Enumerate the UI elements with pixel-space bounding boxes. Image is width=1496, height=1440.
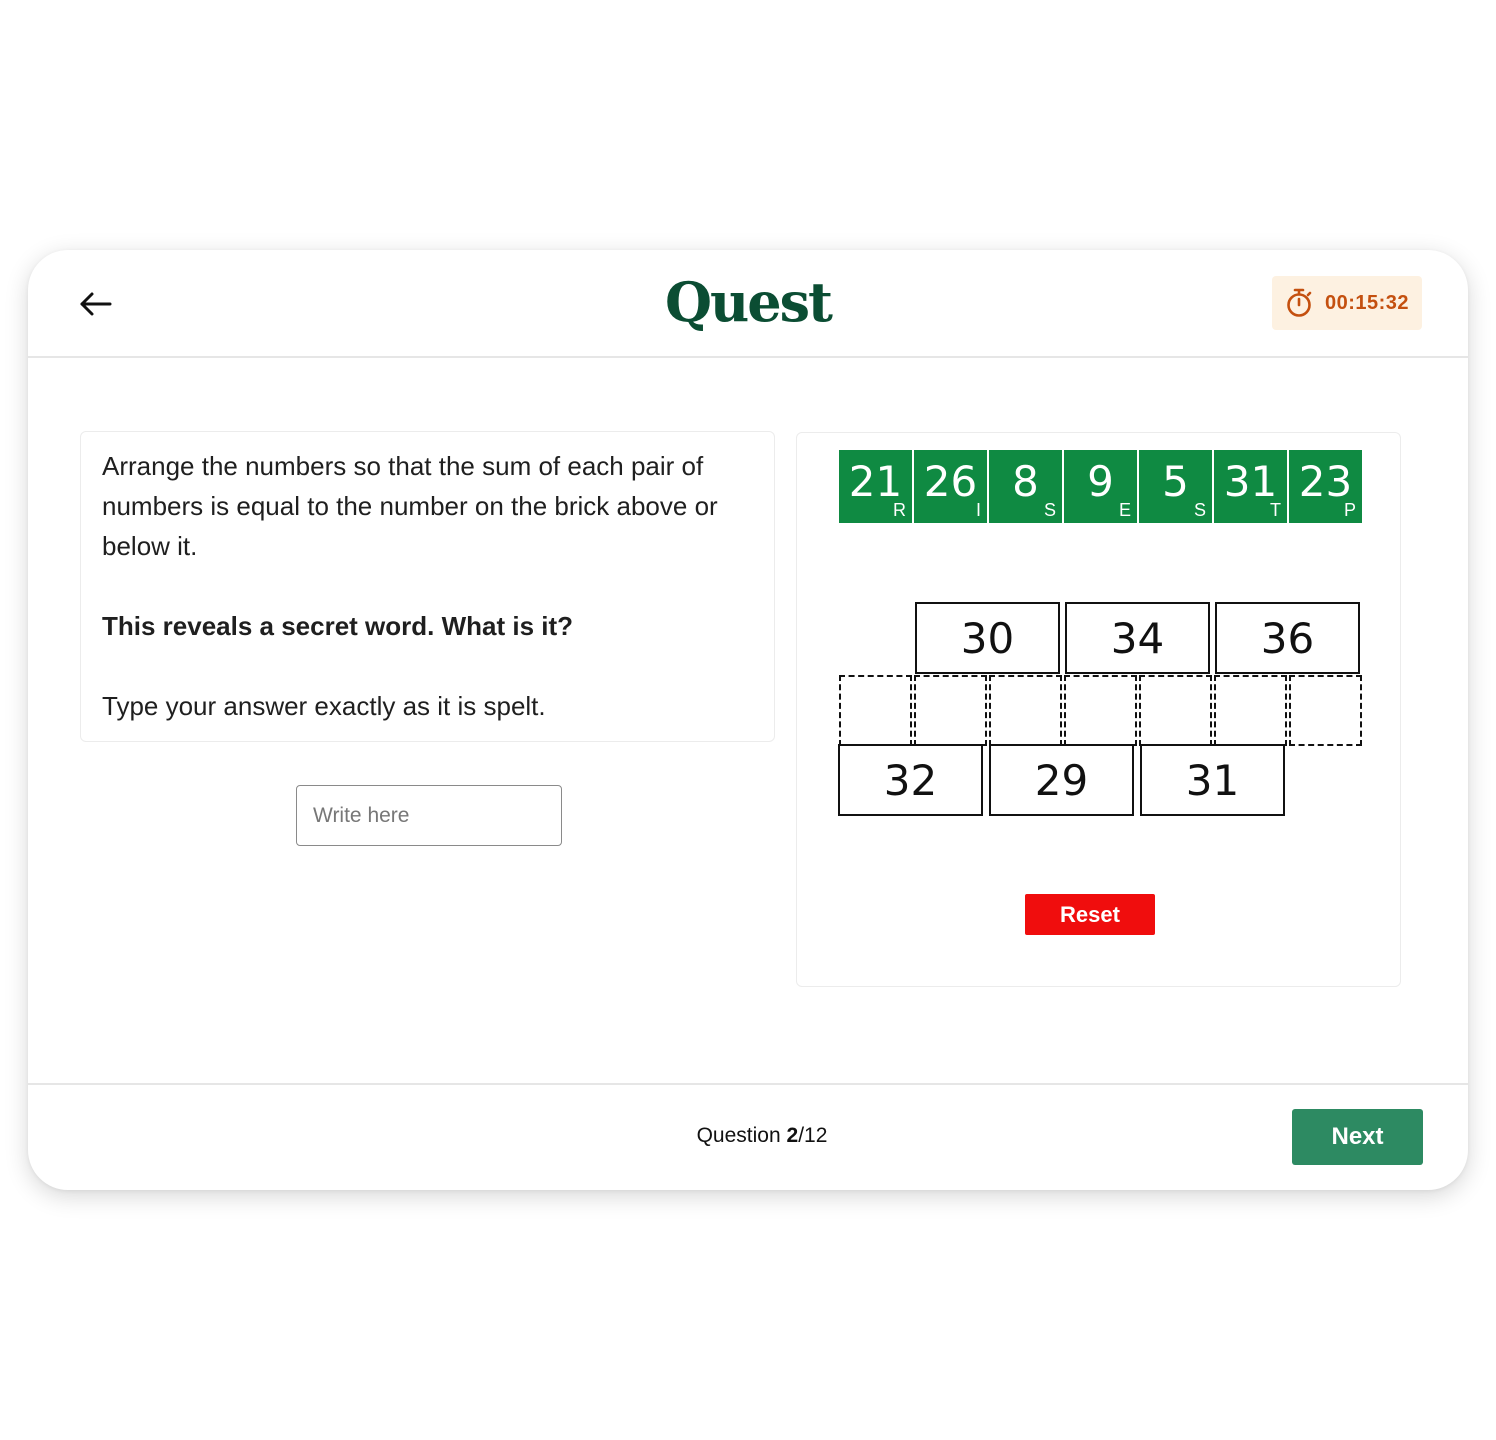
drop-slot[interactable] xyxy=(1289,675,1362,746)
header-divider xyxy=(28,356,1468,358)
question-instruction: Arrange the numbers so that the sum of each pair of numbers is equal to the number on the brick above or below it. xyxy=(102,451,718,561)
tile-number: 21 xyxy=(848,457,903,506)
number-tile[interactable] xyxy=(1064,450,1137,523)
tile-letter: T xyxy=(1270,500,1281,520)
timer-badge xyxy=(1272,276,1422,330)
tile-letter: R xyxy=(893,500,906,520)
drop-slot[interactable] xyxy=(1064,675,1137,746)
answer-input[interactable] xyxy=(296,785,562,846)
puzzle-panel xyxy=(796,432,1401,987)
top-brick: 36 xyxy=(1215,602,1360,674)
tile-number: 8 xyxy=(1012,457,1039,506)
number-tile[interactable] xyxy=(1139,450,1212,523)
question-counter xyxy=(28,1124,1496,1148)
question-counter-total: /12 xyxy=(798,1124,828,1147)
quest-logo: Quest xyxy=(664,270,831,334)
number-tile[interactable] xyxy=(914,450,987,523)
question-prompt: This reveals a secret word. What is it? xyxy=(102,611,574,641)
top-brick: 34 xyxy=(1065,602,1210,674)
tile-letter: S xyxy=(1193,500,1206,520)
drop-slot[interactable] xyxy=(1139,675,1212,746)
question-counter-label: Question xyxy=(696,1124,781,1147)
drop-slot[interactable] xyxy=(839,675,912,746)
question-counter-current: 2 xyxy=(786,1124,799,1147)
tile-letter: S xyxy=(1043,500,1056,520)
tile-number: 9 xyxy=(1087,457,1114,506)
question-box xyxy=(80,431,775,742)
tile-number: 31 xyxy=(1223,457,1278,506)
tile-letter: P xyxy=(1343,500,1356,520)
drop-slot[interactable] xyxy=(914,675,987,746)
number-tile[interactable] xyxy=(839,450,912,523)
stopwatch-icon xyxy=(1285,288,1313,318)
number-tiles xyxy=(839,450,1362,523)
timer-value: 00:15:32 xyxy=(1324,291,1410,314)
drop-slot[interactable] xyxy=(1214,675,1287,746)
next-button[interactable]: Next xyxy=(1292,1109,1423,1165)
quiz-card xyxy=(28,250,1468,1190)
tile-number: 26 xyxy=(923,457,978,506)
number-tile[interactable] xyxy=(1289,450,1362,523)
bottom-brick: 31 xyxy=(1140,744,1285,816)
tile-number: 23 xyxy=(1298,457,1353,506)
tile-letter: I xyxy=(975,500,981,520)
number-tile[interactable] xyxy=(1214,450,1287,523)
tile-number: 5 xyxy=(1162,457,1189,506)
question-hint: Type your answer exactly as it is spelt. xyxy=(102,691,546,721)
bottom-brick: 32 xyxy=(838,744,983,816)
footer-divider xyxy=(28,1083,1468,1085)
drop-slot[interactable] xyxy=(989,675,1062,746)
reset-button[interactable]: Reset xyxy=(1025,894,1155,935)
tile-letter: E xyxy=(1118,500,1131,520)
top-brick: 30 xyxy=(915,602,1060,674)
bottom-brick: 29 xyxy=(989,744,1134,816)
number-tile[interactable] xyxy=(989,450,1062,523)
